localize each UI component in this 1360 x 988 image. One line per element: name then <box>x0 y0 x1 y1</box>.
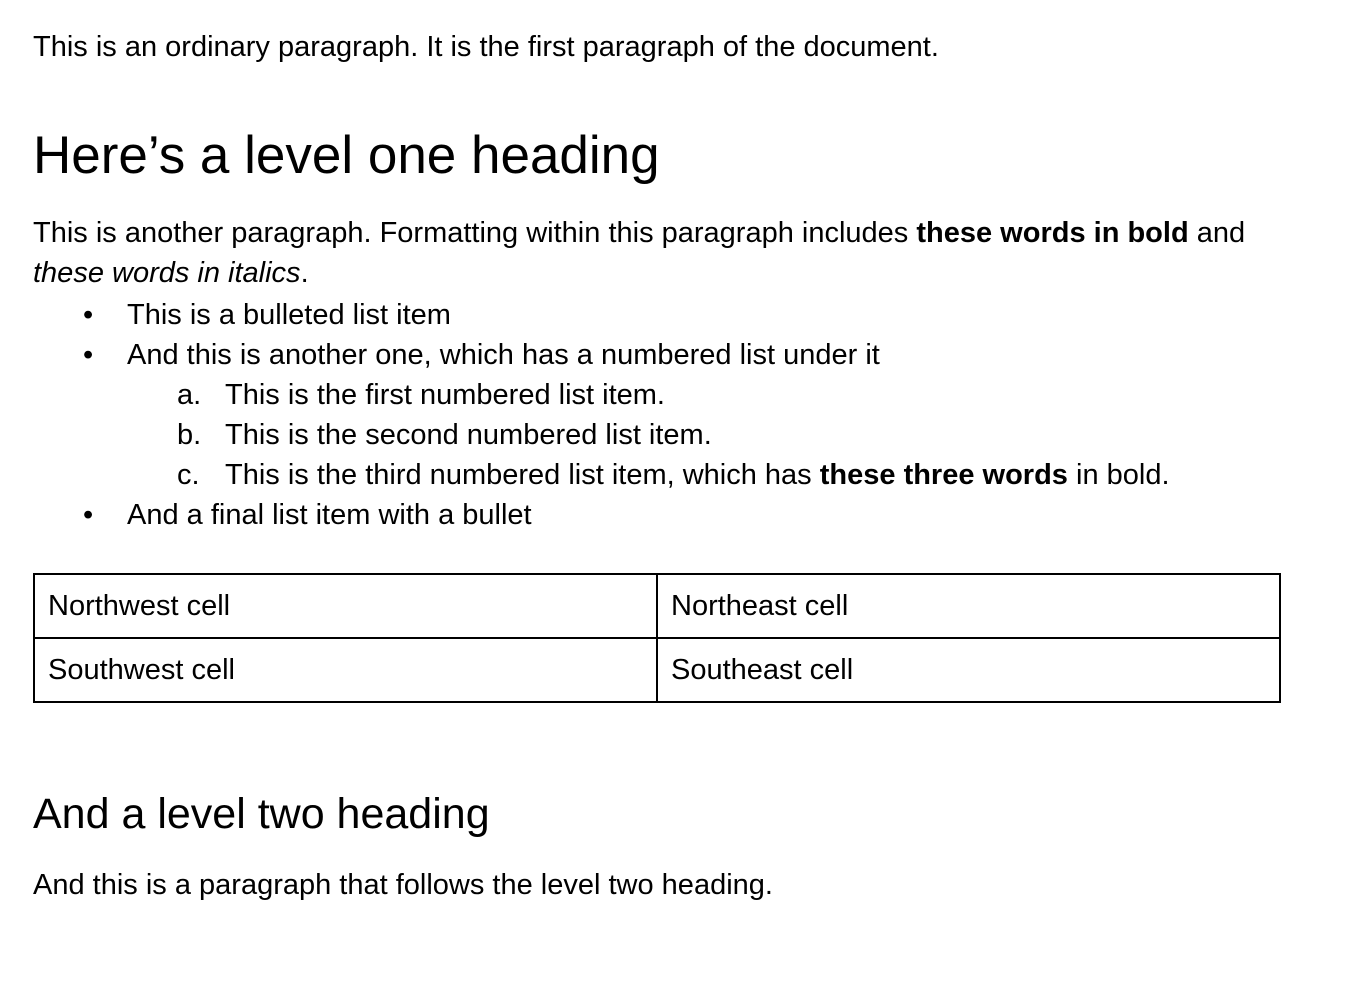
numbered-item-c-tail: in bold. <box>1067 459 1170 491</box>
formatted-paragraph <box>33 213 1327 293</box>
formatted-paragraph-after-italic: . <box>300 257 309 289</box>
heading-level-two: And a level two heading <box>33 790 490 838</box>
heading-level-one: Here’s a level one heading <box>33 126 660 185</box>
closing-paragraph: And this is a paragraph that follows the level two heading. <box>33 869 773 901</box>
bullet-icon: • <box>83 339 94 371</box>
table-row-south <box>34 638 1280 702</box>
table-cell-southwest: Southwest cell <box>34 638 657 702</box>
bullet-list <box>33 295 1327 535</box>
bullet-item-1-text: This is a bulleted list item <box>127 299 451 331</box>
table-cell-southeast: Southeast cell <box>657 638 1280 702</box>
numbered-list-item-c <box>33 455 1327 495</box>
bullet-icon: • <box>83 499 94 531</box>
bullet-item-2-text: And this is another one, which has a numbered list under it <box>127 339 880 371</box>
numbered-list-item-b <box>33 415 1327 455</box>
bullet-list-item-1 <box>33 295 1327 335</box>
bullet-icon: • <box>83 299 94 331</box>
bullet-item-3-text: And a final list item with a bullet <box>127 499 532 531</box>
numbered-item-c-bold-words: these three words <box>819 459 1068 491</box>
numbered-marker-b: b. <box>177 419 202 451</box>
numbered-marker-c: c. <box>177 459 200 491</box>
intro-paragraph: This is an ordinary paragraph. It is the first paragraph of the document. <box>33 31 939 63</box>
italic-words: these words in italics <box>33 257 301 289</box>
numbered-item-b-text: This is the second numbered list item. <box>225 419 712 451</box>
numbered-list-item-a <box>33 375 1327 415</box>
table-row-north <box>34 574 1280 638</box>
document-table <box>33 573 1281 703</box>
numbered-item-a-text: This is the first numbered list item. <box>225 379 665 411</box>
formatted-paragraph-lead: This is another paragraph. Formatting within this paragraph includes <box>33 217 917 249</box>
bullet-list-item-3 <box>33 495 1327 535</box>
formatted-paragraph-after-bold: and <box>1188 217 1246 249</box>
numbered-item-c-lead: This is the third numbered list item, which has <box>225 459 820 491</box>
bold-words: these words in bold <box>916 217 1189 249</box>
table-cell-northeast: Northeast cell <box>657 574 1280 638</box>
numbered-marker-a: a. <box>177 379 202 411</box>
bullet-list-item-2 <box>33 335 1327 375</box>
table-cell-northwest: Northwest cell <box>34 574 657 638</box>
